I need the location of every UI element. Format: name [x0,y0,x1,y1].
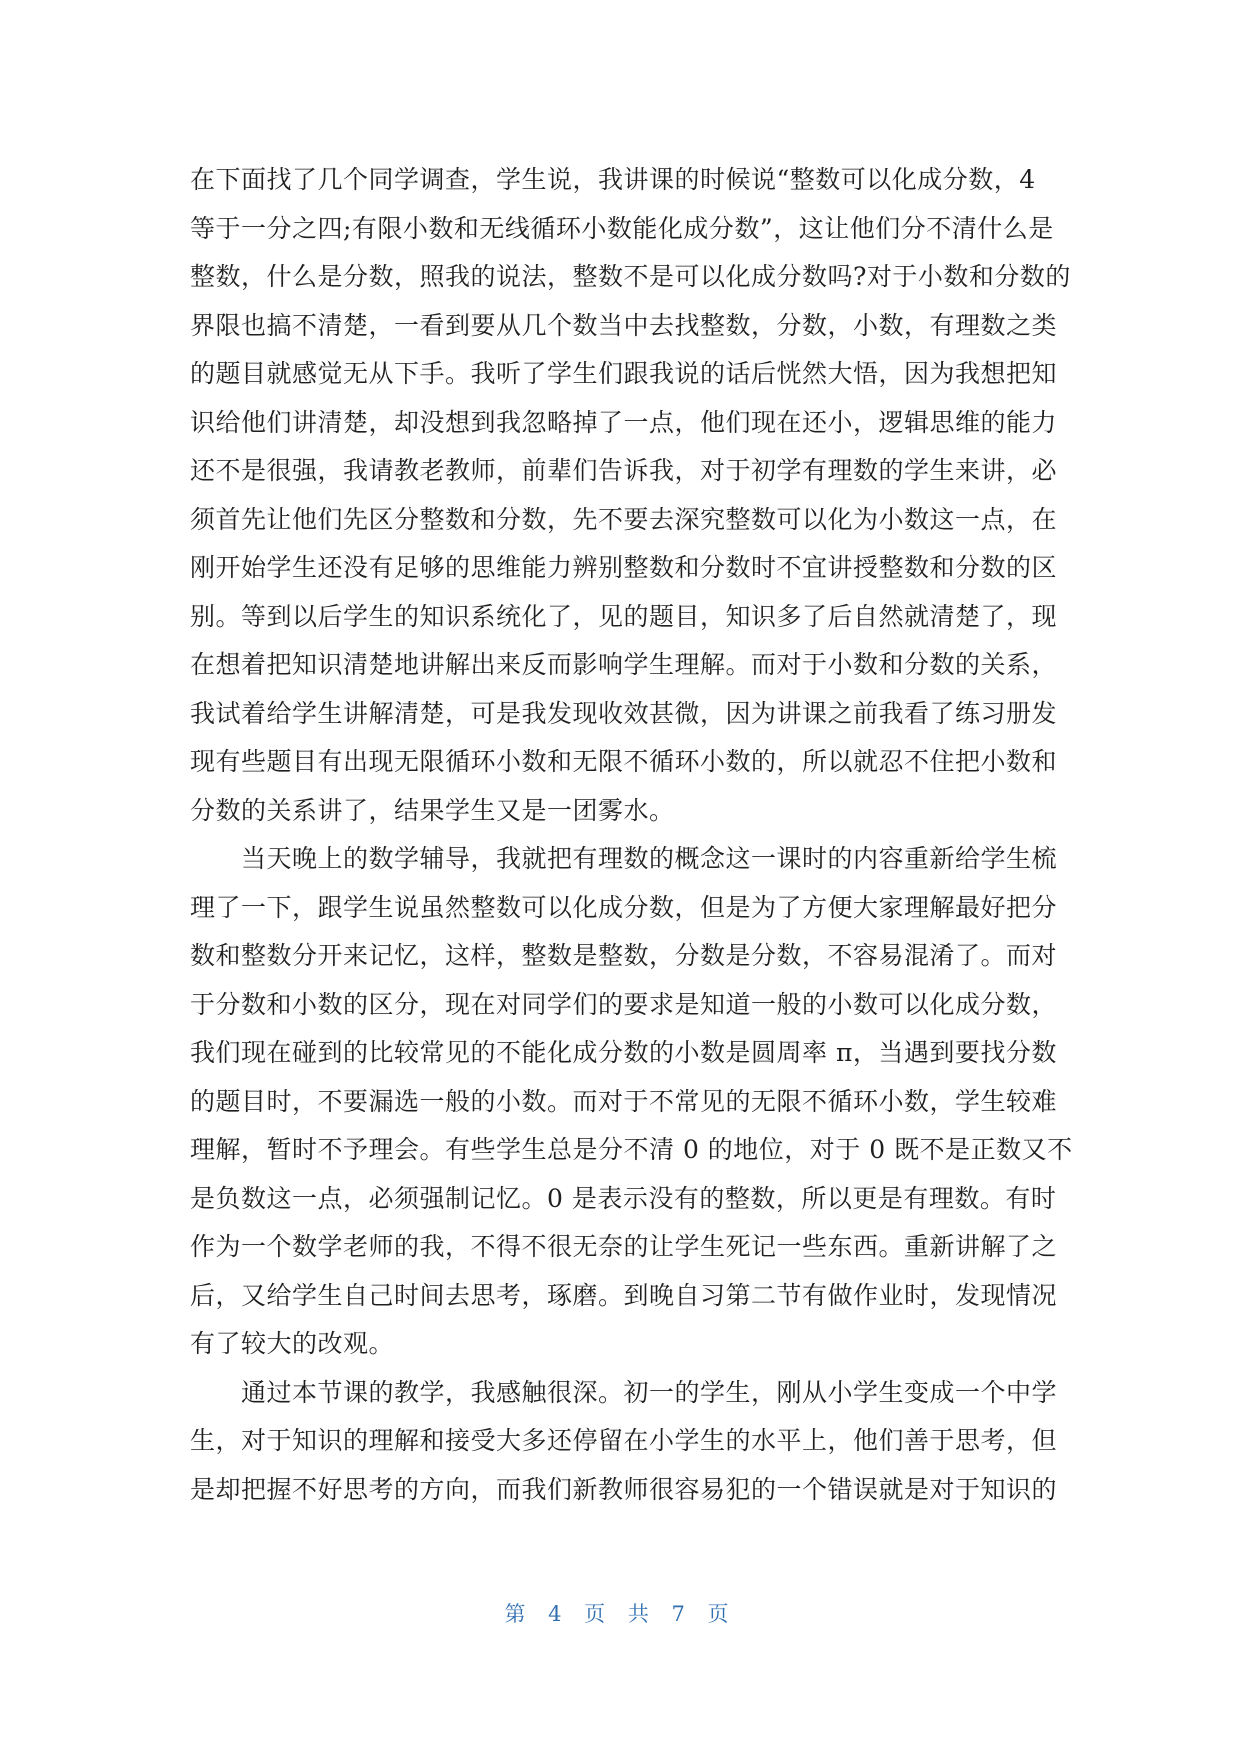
text-line: 还不是很强，我请教老教师，前辈们告诉我，对于初学有理数的学生来讲，必 [190,456,1058,485]
page-number-footer: 第 4 页 共 7 页 [504,1602,737,1626]
text-line: 理了一下，跟学生说虽然整数可以化成分数，但是为了方便大家理解最好把分 [190,892,1058,922]
text-line: 有了较大的改观。 [190,1329,395,1358]
text-line: 是负数这一点，必须强制记忆。0 是表示没有的整数，所以更是有理数。有时 [190,1183,1057,1213]
text-line: 数和整数分开来记忆，这样，整数是整数，分数是分数，不容易混淆了。而对 [190,941,1058,970]
text-line: 识给他们讲清楚，却没想到我忽略掉了一点，他们现在还小，逻辑思维的能力 [190,407,1058,437]
text-line: 于分数和小数的区分，现在对同学们的要求是知道一般的小数可以化成分数， [190,989,1058,1019]
text-line: 在想着把知识清楚地讲解出来反而影响学生理解。而对于小数和分数的关系， [190,650,1058,679]
text-line: 刚开始学生还没有足够的思维能力辨别整数和分数时不宜讲授整数和分数的区 [190,553,1058,582]
text-line: 须首先让他们先区分整数和分数，先不要去深究整数可以化为小数这一点，在 [190,504,1058,534]
text-line: 理解，暂时不予理会。有些学生总是分不清 0 的地位，对于 0 既不是正数又不 [190,1135,1073,1164]
text-line: 等于一分之四;有限小数和无线循环小数能化成分数”，这让他们分不清什么是 [190,213,1054,243]
text-line: 界限也搞不清楚，一看到要从几个数当中去找整数，分数，小数，有理数之类 [190,310,1058,340]
text-line: 当天晚上的数学辅导，我就把有理数的概念这一课时的内容重新给学生梳 [190,844,1058,873]
text-line: 在下面找了几个同学调查，学生说，我讲课的时候说“整数可以化成分数，4 [190,165,1036,194]
body-text [190,156,1073,1514]
text-line: 的题目就感觉无从下手。我听了学生们跟我说的话后恍然大悟，因为我想把知 [190,359,1058,388]
text-line: 通过本节课的教学，我感触很深。初一的学生，刚从小学生变成一个中学 [190,1377,1058,1407]
text-line: 作为一个数学老师的我，不得不很无奈的让学生死记一些东西。重新讲解了之 [190,1232,1058,1261]
text-line: 生，对于知识的理解和接受大多还停留在小学生的水平上，他们善于思考，但 [190,1426,1058,1455]
text-line: 分数的关系讲了，结果学生又是一团雾水。 [190,795,675,825]
text-line: 整数，什么是分数，照我的说法，整数不是可以化成分数吗?对于小数和分数的 [190,262,1071,291]
text-line: 后，又给学生自己时间去思考，琢磨。到晚自习第二节有做作业时，发现情况 [190,1280,1058,1310]
text-line: 是却把握不好思考的方向，而我们新教师很容易犯的一个错误就是对于知识的 [190,1474,1058,1504]
text-line: 我们现在碰到的比较常见的不能化成分数的小数是圆周率 π，当遇到要找分数 [190,1038,1057,1067]
text-line: 的题目时，不要漏选一般的小数。而对于不常见的无限不循环小数，学生较难 [190,1086,1058,1116]
text-line: 我试着给学生讲解清楚，可是我发现收效甚微，因为讲课之前我看了练习册发 [190,698,1058,728]
text-line: 现有些题目有出现无限循环小数和无限不循环小数的，所以就忍不住把小数和 [190,747,1058,776]
text-line: 别。等到以后学生的知识系统化了，见的题目，知识多了后自然就清楚了，现 [190,601,1058,631]
